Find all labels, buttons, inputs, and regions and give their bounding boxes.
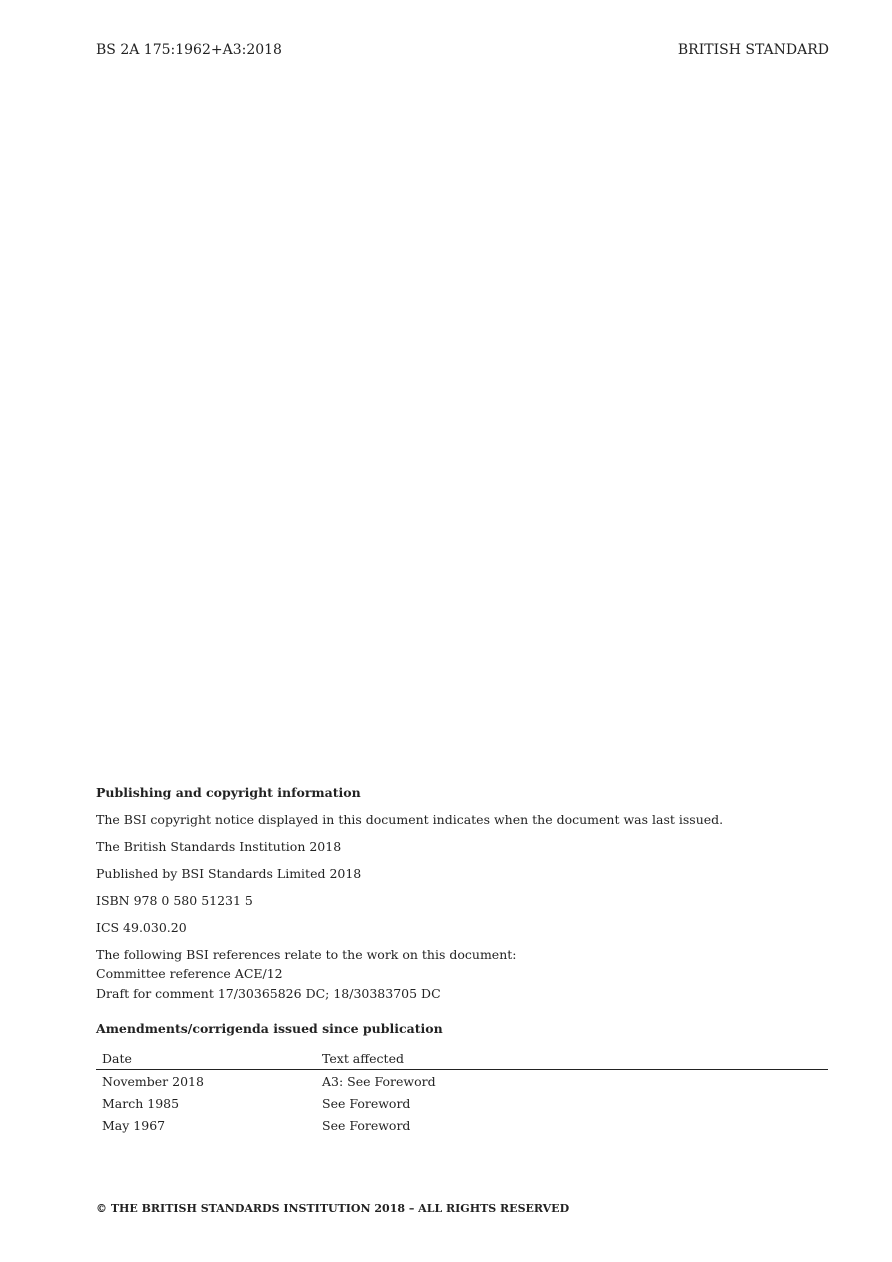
publishing-heading: Publishing and copyright information [96,785,361,800]
isbn-line: ISBN 978 0 580 51231 5 [96,893,253,908]
draft-for-comment: Draft for comment 17/30365826 DC; 18/30383705 DC [96,986,441,1001]
amendment-text: See Foreword [322,1096,411,1111]
copyright-notice: The BSI copyright notice displayed in this document indicates when the document was last issued. [96,812,724,827]
committee-reference: Committee reference ACE/12 [96,966,283,981]
copyright-line: The British Standards Institution 2018 [96,839,342,854]
amendment-date: May 1967 [102,1118,166,1133]
page-footer: © THE BRITISH STANDARDS INSTITUTION 2018 – ALL RIGHTS RESERVED [96,1202,570,1215]
table-row [96,1114,828,1136]
amendment-date: November 2018 [102,1074,204,1089]
amendment-date: March 1985 [102,1096,180,1111]
amendments-heading: Amendments/corrigenda issued since publication [96,1021,443,1036]
amendment-text: See Foreword [322,1118,411,1133]
amendment-text: A3: See Foreword [322,1074,436,1089]
standard-label: BRITISH STANDARD [677,42,829,58]
publisher-line: Published by BSI Standards Limited 2018 [96,866,362,881]
table-row [96,1092,828,1114]
document-id: BS 2A 175:1962+A3:2018 [96,42,282,58]
ics-line: ICS 49.030.20 [96,920,187,935]
table-row [96,1070,828,1092]
references-intro: The following BSI references relate to the work on this document: [96,947,517,962]
table-header-row [96,1050,828,1070]
column-header-date: Date [102,1051,132,1066]
amendments-table [96,1050,828,1136]
column-header-text-affected: Text affected [322,1051,404,1066]
